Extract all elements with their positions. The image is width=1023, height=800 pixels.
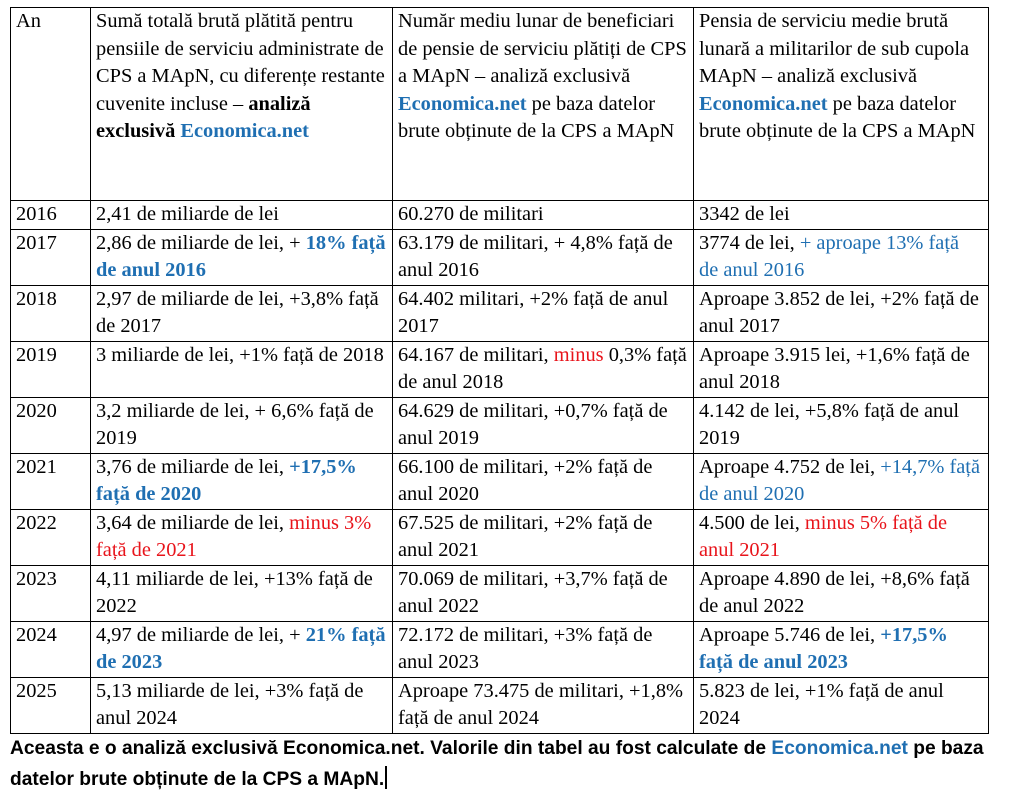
table-row bbox=[11, 285, 989, 341]
beneficiaries-cell bbox=[393, 565, 694, 621]
table-header-row bbox=[11, 8, 989, 201]
increase-text: 21% față de 2023 bbox=[96, 623, 386, 673]
cell-text: Aproape 4.890 de lei, +8,6% față de anul 2022 bbox=[699, 567, 970, 617]
year-cell: 2020 bbox=[11, 397, 91, 453]
average-pension-cell bbox=[694, 453, 989, 509]
total-amount-cell bbox=[91, 397, 393, 453]
average-pension-cell bbox=[694, 285, 989, 341]
cell-text: 4.500 de lei, bbox=[699, 511, 805, 534]
average-pension-cell bbox=[694, 565, 989, 621]
beneficiaries-cell bbox=[393, 341, 694, 397]
table-row bbox=[11, 621, 989, 677]
table-row bbox=[11, 397, 989, 453]
header-brand-link: Economica.net bbox=[398, 92, 527, 115]
document bbox=[10, 7, 989, 734]
cell-text: 64.167 de militari, bbox=[398, 343, 554, 366]
increase-text: +17,5% față de anul 2023 bbox=[699, 623, 948, 673]
year-cell: 2025 bbox=[11, 677, 91, 733]
cell-text: 67.525 de militari, +2% față de anul 2021 bbox=[398, 511, 653, 561]
decrease-text: minus bbox=[553, 343, 604, 366]
total-amount-cell bbox=[91, 565, 393, 621]
header-year bbox=[11, 8, 91, 201]
year-cell: 2021 bbox=[11, 453, 91, 509]
table-row bbox=[11, 509, 989, 565]
increase-text: +14,7% față de anul 2020 bbox=[699, 455, 981, 505]
beneficiaries-cell bbox=[393, 677, 694, 733]
header-average-pension-tail: pe baza datelor brute obținute de la CPS a MApN bbox=[699, 92, 976, 142]
cell-text: 64.629 de militari, +0,7% față de anul 2019 bbox=[398, 399, 668, 449]
year-cell: 2022 bbox=[11, 509, 91, 565]
cell-text: Aproape 4.752 de lei, bbox=[699, 455, 881, 478]
average-pension-cell bbox=[694, 341, 989, 397]
table-row bbox=[11, 201, 989, 230]
total-amount-cell bbox=[91, 509, 393, 565]
cell-text: 2,97 de miliarde de lei, +3,8% față de 2017 bbox=[96, 287, 379, 337]
beneficiaries-cell bbox=[393, 397, 694, 453]
cell-text: 63.179 de militari, + 4,8% față de anul 2016 bbox=[398, 231, 673, 281]
total-amount-cell bbox=[91, 677, 393, 733]
average-pension-cell bbox=[694, 509, 989, 565]
table-row bbox=[11, 453, 989, 509]
cell-text: 0,3% față de anul 2018 bbox=[398, 343, 687, 393]
cell-text: 2,41 de miliarde de lei bbox=[96, 203, 279, 225]
total-amount-cell bbox=[91, 341, 393, 397]
year-cell: 2016 bbox=[11, 201, 91, 230]
cell-text: 66.100 de militari, +2% față de anul 2020 bbox=[398, 455, 653, 505]
increase-text: +17,5% față de 2020 bbox=[96, 455, 357, 505]
cell-text: Aproape 5.746 de lei, bbox=[699, 623, 881, 646]
pension-table-body bbox=[11, 8, 989, 734]
total-amount-cell bbox=[91, 285, 393, 341]
cell-text: 70.069 de militari, +3,7% față de anul 2022 bbox=[398, 567, 668, 617]
header-beneficiaries-text: Număr mediu lunar de beneficiari de pensie de serviciu plătiți de CPS a MApN – analiză exclusivă bbox=[398, 10, 687, 87]
total-amount-cell bbox=[91, 453, 393, 509]
cell-text: Aproape 73.475 de militari, +1,8% față de anul 2024 bbox=[398, 679, 684, 729]
footer-text-2: pe baza datelor brute obținute de la CPS a MApN. bbox=[10, 738, 984, 790]
beneficiaries-cell bbox=[393, 229, 694, 285]
year-cell: 2018 bbox=[11, 285, 91, 341]
year-cell: 2017 bbox=[11, 229, 91, 285]
cell-text: 3774 de lei, bbox=[699, 231, 800, 254]
header-beneficiaries-tail: pe baza datelor brute obținute de la CPS a MApN bbox=[398, 92, 675, 142]
increase-text: 18% față de anul 2016 bbox=[96, 231, 386, 281]
beneficiaries-cell bbox=[393, 201, 694, 230]
cell-text: 2,86 de miliarde de lei, + bbox=[96, 231, 306, 254]
cell-text: 3,76 de miliarde de lei, bbox=[96, 455, 290, 478]
average-pension-cell bbox=[694, 677, 989, 733]
text-cursor bbox=[385, 766, 387, 789]
pension-table bbox=[10, 7, 989, 734]
year-cell: 2019 bbox=[11, 341, 91, 397]
cell-text: 3,64 de miliarde de lei, bbox=[96, 511, 290, 534]
table-row bbox=[11, 341, 989, 397]
year-cell: 2024 bbox=[11, 621, 91, 677]
header-year-text: An bbox=[16, 10, 41, 32]
year-cell: 2023 bbox=[11, 565, 91, 621]
beneficiaries-cell bbox=[393, 453, 694, 509]
cell-text: Aproape 3.915 lei, +1,6% față de anul 2018 bbox=[699, 343, 970, 393]
cell-text: 4.142 de lei, +5,8% față de anul 2019 bbox=[699, 399, 960, 449]
cell-text: 3342 de lei bbox=[699, 203, 790, 225]
beneficiaries-cell bbox=[393, 285, 694, 341]
decrease-text: minus 5% față de anul 2021 bbox=[699, 511, 948, 561]
cell-text: 5.823 de lei, +1% față de anul 2024 bbox=[699, 679, 944, 729]
table-row bbox=[11, 677, 989, 733]
table-row bbox=[11, 565, 989, 621]
footer-note bbox=[10, 733, 1020, 795]
header-beneficiaries bbox=[393, 8, 694, 201]
decrease-text: minus 3% față de 2021 bbox=[96, 511, 372, 561]
average-pension-cell bbox=[694, 397, 989, 453]
cell-text: 5,13 miliarde de lei, +3% față de anul 2024 bbox=[96, 679, 364, 729]
header-average-pension bbox=[694, 8, 989, 201]
total-amount-cell bbox=[91, 229, 393, 285]
average-pension-cell bbox=[694, 201, 989, 230]
average-pension-cell bbox=[694, 229, 989, 285]
header-total-amount-text: Sumă totală brută plătită pentru pensiile de serviciu administrate de CPS a MApN, cu diferențe restante cuvenite incluse – bbox=[96, 10, 385, 115]
cell-text: 3,2 miliarde de lei, + 6,6% față de 2019 bbox=[96, 399, 374, 449]
header-brand-link: Economica.net bbox=[699, 92, 828, 115]
cell-text: Aproape 3.852 de lei, +2% față de anul 2017 bbox=[699, 287, 979, 337]
cell-text: 4,97 de miliarde de lei, + bbox=[96, 623, 306, 646]
beneficiaries-cell bbox=[393, 509, 694, 565]
header-average-pension-text: Pensia de serviciu medie brută lunară a militarilor de sub cupola MApN – analiză exclusivă bbox=[699, 10, 970, 87]
beneficiaries-cell bbox=[393, 621, 694, 677]
header-exclusive-analysis: analiză exclusivă bbox=[96, 92, 311, 142]
total-amount-cell bbox=[91, 621, 393, 677]
cell-text: 60.270 de militari bbox=[398, 203, 544, 225]
header-total-amount bbox=[91, 8, 393, 201]
increase-text: + aproape 13% față de anul 2016 bbox=[699, 231, 960, 281]
cell-text: 3 miliarde de lei, +1% față de 2018 bbox=[96, 343, 384, 366]
average-pension-cell bbox=[694, 621, 989, 677]
footer-text-1: Aceasta e o analiză exclusivă Economica.net. Valorile din tabel au fost calculate de bbox=[10, 738, 772, 759]
cell-text: 4,11 miliarde de lei, +13% față de 2022 bbox=[96, 567, 373, 617]
total-amount-cell bbox=[91, 201, 393, 230]
cell-text: 64.402 militari, +2% față de anul 2017 bbox=[398, 287, 669, 337]
cell-text: 72.172 de militari, +3% față de anul 2023 bbox=[398, 623, 653, 673]
header-brand-link: Economica.net bbox=[180, 120, 309, 142]
table-row bbox=[11, 229, 989, 285]
footer-brand: Economica.net bbox=[771, 738, 908, 759]
